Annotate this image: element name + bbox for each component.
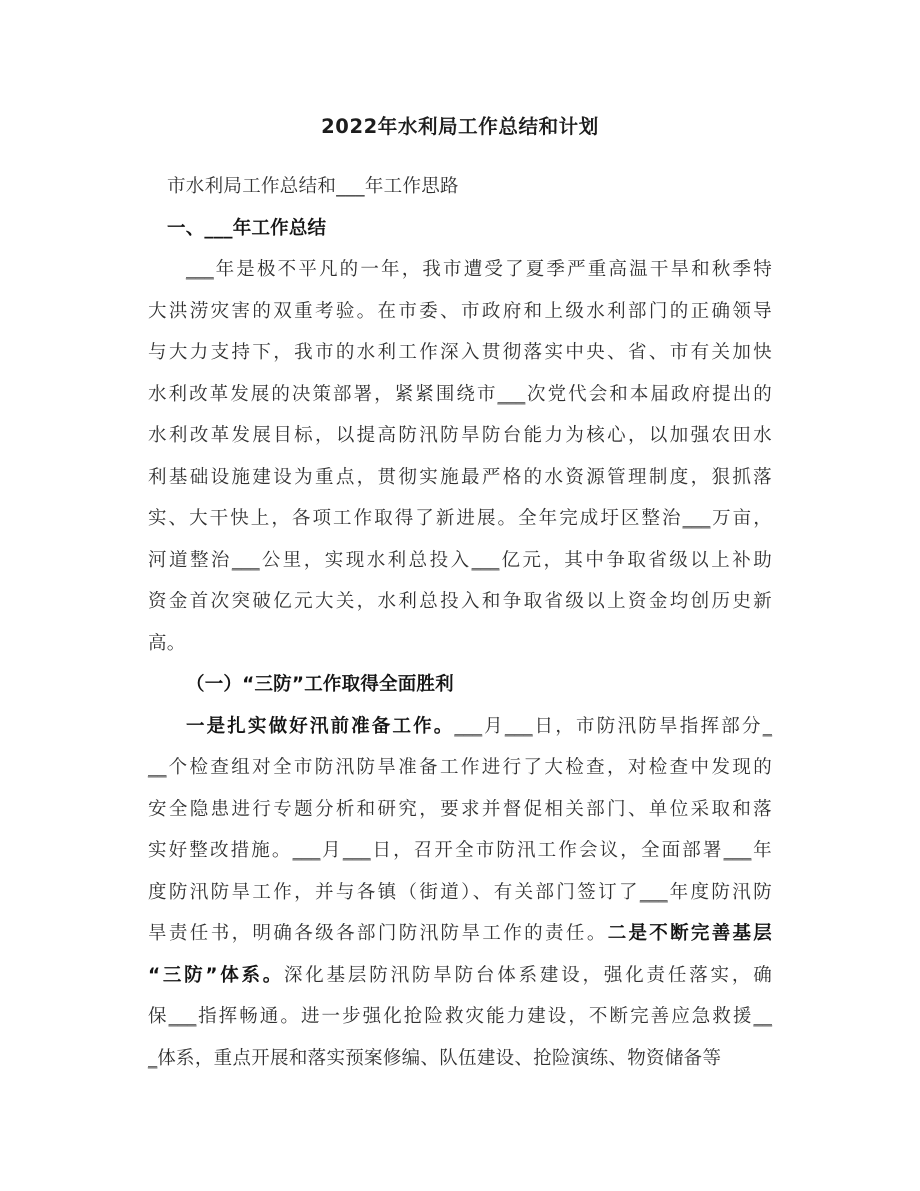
- paragraph-1-line: 实、大干快上，各项工作取得了新进展。全年完成圩区整治___万亩，: [148, 508, 772, 529]
- paragraph-2-line: _体系，重点开展和落实预案修编、队伍建设、抢险演练、物资储备等: [148, 1047, 722, 1069]
- paragraph-2-line: 一是扎实做好汛前准备工作。___月___日，市防汛防旱指挥部分_: [186, 715, 772, 737]
- paragraph-2-line: 安全隐患进行专题分析和研究，要求并督促相关部门、单位采取和落: [148, 798, 772, 820]
- paragraph-2-line: “三防”体系。深化基层防汛防旱防台体系建设，强化责任落实，确: [148, 964, 773, 986]
- page-title: 2022年水利局工作总结和计划: [321, 115, 599, 138]
- paragraph-1-line: 与大力支持下，我市的水利工作深入贯彻落实中央、省、市有关加快: [148, 342, 772, 363]
- paragraph-2-line: 度防汛防旱工作，并与各镇（街道）、有关部门签订了___年度防汛防: [148, 881, 772, 903]
- subsection-heading-block: [148, 664, 772, 706]
- paragraph-1-line: 大洪涝灾害的双重考验。在市委、市政府和上级水利部门的正确领导: [148, 300, 772, 322]
- paragraph-2-line: 旱责任书，明确各级各部门防汛防旱工作的责任。二是不断完善基层: [148, 923, 772, 944]
- paragraph-2-line: __个检查组对全市防汛防旱准备工作进行了大检查，对检查中发现的: [148, 757, 772, 778]
- subtitle-line: 市水利局工作总结和___年工作思路: [167, 176, 459, 197]
- paragraph-2: [148, 706, 772, 1080]
- paragraph-1-line: 利基础设施建设为重点，贯彻实施最严格的水资源管理制度，狠抓落: [148, 466, 772, 488]
- paragraph-1-line: 水利改革发展目标，以提高防汛防旱防台能力为核心，以加强农田水: [148, 425, 772, 446]
- subsection-heading-1: （一）“三防”工作取得全面胜利: [186, 674, 454, 695]
- section-heading-1: 一、___年工作总结: [167, 217, 327, 239]
- paragraph-1: [148, 249, 772, 664]
- subtitle-paragraph: [148, 166, 772, 208]
- section-heading-block: [148, 208, 772, 250]
- paragraph-2-line: 实好整改措施。___月___日，召开全市防汛工作会议，全面部署___年: [148, 840, 772, 861]
- paragraph-1-line: 资金首次突破亿元大关，水利总投入和争取省级以上资金均创历史新: [148, 591, 772, 612]
- document-content: [148, 110, 772, 1079]
- paragraph-1-line: 水利改革发展的决策部署，紧紧围绕市___次党代会和本届政府提出的: [148, 383, 772, 405]
- paragraph-1-line: ___年是极不平凡的一年，我市遭受了夏季严重高温干旱和秋季特: [186, 259, 772, 280]
- paragraph-2-line: 保___指挥畅通。进一步强化抢险救灾能力建设，不断完善应急救援__: [148, 1006, 772, 1027]
- paragraph-1-line: 高。: [148, 632, 186, 654]
- paragraph-1-line: 河道整治___公里，实现水利总投入___亿元，其中争取省级以上补助: [148, 549, 772, 571]
